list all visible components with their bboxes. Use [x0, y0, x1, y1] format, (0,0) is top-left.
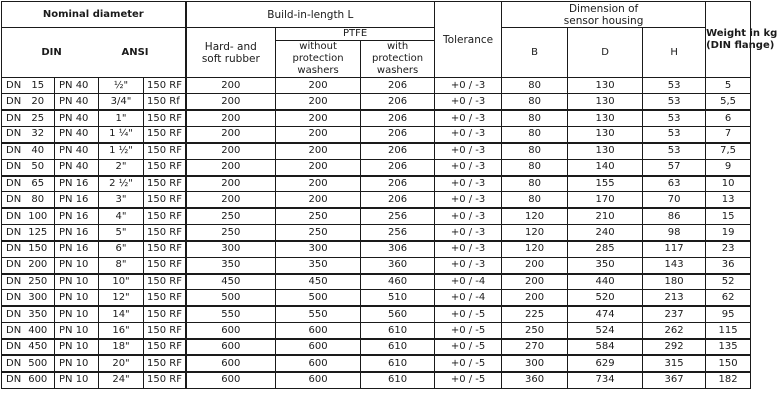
- d-cell: 130: [568, 94, 643, 110]
- size-cell: 450: [22, 339, 55, 355]
- pn-cell: PN 40: [55, 159, 99, 175]
- weight-cell: 52: [706, 274, 751, 290]
- pn-cell: PN 10: [55, 372, 99, 388]
- dn-cell: DN: [2, 241, 22, 257]
- h-cell: 213: [643, 290, 706, 306]
- h-cell: 117: [643, 241, 706, 257]
- h-cell: 53: [643, 143, 706, 159]
- rubber-length-cell: 250: [186, 208, 276, 224]
- dn-cell: DN: [2, 290, 22, 306]
- without-washers-cell: 350: [276, 257, 361, 273]
- h-cell: 53: [643, 110, 706, 126]
- dn-cell: DN: [2, 274, 22, 290]
- table-row: [2, 257, 751, 273]
- with-washers-cell: 206: [361, 94, 435, 110]
- b-cell: 250: [502, 323, 568, 339]
- with-washers-cell: 460: [361, 274, 435, 290]
- without-washers-header: [276, 41, 361, 78]
- tolerance-cell: +0 / -3: [435, 94, 502, 110]
- table-row: [2, 290, 751, 306]
- hard-soft-rubber-header: [186, 28, 276, 78]
- pn-cell: PN 16: [55, 208, 99, 224]
- without-washers-cell: 200: [276, 127, 361, 143]
- pn-cell: PN 16: [55, 192, 99, 208]
- dimension-label-line2: sensor housing: [563, 14, 644, 27]
- ansi-size-cell: 3": [99, 192, 144, 208]
- with-line1: with: [386, 41, 409, 52]
- rf-cell: 150 RF: [144, 323, 186, 339]
- rubber-length-cell: 250: [186, 225, 276, 241]
- size-cell: 150: [22, 241, 55, 257]
- size-cell: 40: [22, 143, 55, 159]
- rubber-length-cell: 300: [186, 241, 276, 257]
- weight-cell: 62: [706, 290, 751, 306]
- size-cell: 300: [22, 290, 55, 306]
- rf-cell: 150 RF: [144, 274, 186, 290]
- h-cell: 86: [643, 208, 706, 224]
- rf-cell: 150 RF: [144, 127, 186, 143]
- d-cell: 584: [568, 339, 643, 355]
- weight-cell: 182: [706, 372, 751, 388]
- h-cell: 98: [643, 225, 706, 241]
- rf-cell: 150 RF: [144, 241, 186, 257]
- size-cell: 80: [22, 192, 55, 208]
- dn-cell: DN: [2, 208, 22, 224]
- weight-cell: 150: [706, 355, 751, 371]
- pn-cell: PN 40: [55, 94, 99, 110]
- tolerance-cell: +0 / -3: [435, 159, 502, 175]
- d-cell: 130: [568, 143, 643, 159]
- b-cell: 120: [502, 225, 568, 241]
- dn-cell: DN: [2, 78, 22, 94]
- b-cell: 225: [502, 306, 568, 322]
- without-washers-cell: 250: [276, 208, 361, 224]
- table-row: [2, 355, 751, 371]
- dn-cell: DN: [2, 355, 22, 371]
- weight-cell: 13: [706, 192, 751, 208]
- rf-cell: 150 RF: [144, 290, 186, 306]
- with-washers-cell: 610: [361, 323, 435, 339]
- with-washers-cell: 206: [361, 159, 435, 175]
- rf-cell: 150 RF: [144, 78, 186, 94]
- ansi-size-cell: 1 ½": [99, 143, 144, 159]
- ansi-size-cell: 20": [99, 355, 144, 371]
- b-cell: 80: [502, 176, 568, 192]
- col-d-header: D: [568, 28, 643, 78]
- table-body: [2, 78, 751, 389]
- without-washers-cell: 600: [276, 372, 361, 388]
- d-cell: 240: [568, 225, 643, 241]
- pn-cell: PN 16: [55, 176, 99, 192]
- weight-cell: 23: [706, 241, 751, 257]
- ansi-size-cell: 2": [99, 159, 144, 175]
- d-cell: 440: [568, 274, 643, 290]
- without-line2: protection: [292, 53, 344, 64]
- without-washers-cell: 250: [276, 225, 361, 241]
- with-washers-cell: 360: [361, 257, 435, 273]
- weight-cell: 135: [706, 339, 751, 355]
- rubber-length-cell: 600: [186, 372, 276, 388]
- b-cell: 200: [502, 274, 568, 290]
- b-cell: 80: [502, 78, 568, 94]
- dn-cell: DN: [2, 94, 22, 110]
- with-washers-cell: 610: [361, 339, 435, 355]
- table-row: [2, 241, 751, 257]
- size-cell: 500: [22, 355, 55, 371]
- weight-cell: 6: [706, 110, 751, 126]
- d-cell: 210: [568, 208, 643, 224]
- pn-cell: PN 10: [55, 257, 99, 273]
- dn-cell: DN: [2, 176, 22, 192]
- tolerance-cell: +0 / -4: [435, 290, 502, 306]
- d-cell: 524: [568, 323, 643, 339]
- d-cell: 130: [568, 78, 643, 94]
- pn-cell: PN 10: [55, 355, 99, 371]
- table-row: [2, 94, 751, 110]
- without-line3: washers: [297, 65, 339, 76]
- ansi-size-cell: 12": [99, 290, 144, 306]
- rf-cell: 150 RF: [144, 110, 186, 126]
- rf-cell: 150 RF: [144, 208, 186, 224]
- h-cell: 292: [643, 339, 706, 355]
- table-row: [2, 78, 751, 94]
- without-washers-cell: 600: [276, 323, 361, 339]
- dn-cell: DN: [2, 372, 22, 388]
- table-row: [2, 110, 751, 126]
- d-cell: 155: [568, 176, 643, 192]
- weight-label-line2: (DIN flange): [706, 39, 775, 51]
- build-in-length-header: [186, 2, 435, 28]
- table-row: [2, 339, 751, 355]
- hard-soft-rubber-line2: soft rubber: [201, 52, 260, 65]
- rubber-length-cell: 200: [186, 78, 276, 94]
- pn-cell: PN 40: [55, 78, 99, 94]
- h-cell: 57: [643, 159, 706, 175]
- table-row: [2, 323, 751, 339]
- d-cell: 170: [568, 192, 643, 208]
- with-washers-cell: 510: [361, 290, 435, 306]
- tolerance-cell: +0 / -5: [435, 372, 502, 388]
- b-cell: 360: [502, 372, 568, 388]
- h-cell: 63: [643, 176, 706, 192]
- ansi-size-cell: 8": [99, 257, 144, 273]
- size-cell: 600: [22, 372, 55, 388]
- rubber-length-cell: 500: [186, 290, 276, 306]
- ansi-size-cell: 3/4": [99, 94, 144, 110]
- tolerance-cell: +0 / -3: [435, 110, 502, 126]
- without-washers-cell: 600: [276, 339, 361, 355]
- rubber-length-cell: 550: [186, 306, 276, 322]
- with-washers-header: [361, 41, 435, 78]
- d-cell: 285: [568, 241, 643, 257]
- dn-cell: DN: [2, 339, 22, 355]
- with-line2: protection: [372, 53, 424, 64]
- tolerance-cell: +0 / -4: [435, 274, 502, 290]
- rubber-length-cell: 350: [186, 257, 276, 273]
- d-cell: 474: [568, 306, 643, 322]
- d-cell: 734: [568, 372, 643, 388]
- h-cell: 53: [643, 78, 706, 94]
- b-cell: 120: [502, 208, 568, 224]
- rf-cell: 150 RF: [144, 192, 186, 208]
- size-cell: 15: [22, 78, 55, 94]
- dn-cell: DN: [2, 192, 22, 208]
- with-washers-cell: 560: [361, 306, 435, 322]
- tolerance-cell: +0 / -3: [435, 78, 502, 94]
- h-cell: 143: [643, 257, 706, 273]
- without-washers-cell: 500: [276, 290, 361, 306]
- with-line3: washers: [376, 65, 419, 76]
- with-washers-cell: 206: [361, 127, 435, 143]
- table-row: [2, 159, 751, 175]
- without-washers-cell: 200: [276, 192, 361, 208]
- ansi-size-cell: 10": [99, 274, 144, 290]
- pn-cell: PN 40: [55, 110, 99, 126]
- d-cell: 130: [568, 110, 643, 126]
- rubber-length-cell: 200: [186, 159, 276, 175]
- table-row: [2, 208, 751, 224]
- without-washers-cell: 200: [276, 159, 361, 175]
- ansi-size-cell: 1 ¼": [99, 127, 144, 143]
- pn-cell: PN 40: [55, 127, 99, 143]
- size-cell: 25: [22, 110, 55, 126]
- without-washers-cell: 200: [276, 94, 361, 110]
- tolerance-cell: +0 / -3: [435, 257, 502, 273]
- pn-cell: PN 10: [55, 323, 99, 339]
- size-cell: 20: [22, 94, 55, 110]
- build-in-length-label: Build-in-length L: [267, 8, 354, 21]
- ansi-size-cell: 24": [99, 372, 144, 388]
- b-cell: 80: [502, 94, 568, 110]
- with-washers-cell: 610: [361, 372, 435, 388]
- dimension-header: [502, 2, 706, 28]
- d-cell: 629: [568, 355, 643, 371]
- col-b-header: B: [502, 28, 568, 78]
- weight-cell: 7: [706, 127, 751, 143]
- tolerance-cell: +0 / -3: [435, 176, 502, 192]
- d-cell: 130: [568, 127, 643, 143]
- ansi-size-cell: 2 ½": [99, 176, 144, 192]
- size-cell: 250: [22, 274, 55, 290]
- tolerance-cell: +0 / -3: [435, 225, 502, 241]
- ansi-header: ANSI: [121, 46, 149, 58]
- h-cell: 180: [643, 274, 706, 290]
- weight-label-line1: Weight in kg: [706, 27, 777, 39]
- table-row: [2, 274, 751, 290]
- b-cell: 80: [502, 143, 568, 159]
- rf-cell: 150 Rf: [144, 94, 186, 110]
- size-cell: 65: [22, 176, 55, 192]
- weight-cell: 15: [706, 208, 751, 224]
- b-cell: 80: [502, 110, 568, 126]
- rf-cell: 150 RF: [144, 176, 186, 192]
- b-cell: 200: [502, 257, 568, 273]
- with-washers-cell: 206: [361, 110, 435, 126]
- tolerance-cell: +0 / -3: [435, 143, 502, 159]
- rf-cell: 150 RF: [144, 225, 186, 241]
- table-row: [2, 192, 751, 208]
- h-cell: 70: [643, 192, 706, 208]
- with-washers-cell: 206: [361, 143, 435, 159]
- rf-cell: 150 RF: [144, 159, 186, 175]
- d-cell: 140: [568, 159, 643, 175]
- din-header: DIN: [41, 46, 62, 58]
- b-cell: 80: [502, 127, 568, 143]
- table-row: [2, 176, 751, 192]
- without-washers-cell: 600: [276, 355, 361, 371]
- weight-cell: 5: [706, 78, 751, 94]
- b-cell: 270: [502, 339, 568, 355]
- weight-cell: 36: [706, 257, 751, 273]
- b-cell: 300: [502, 355, 568, 371]
- ansi-size-cell: 6": [99, 241, 144, 257]
- with-washers-cell: 206: [361, 176, 435, 192]
- dn-cell: DN: [2, 323, 22, 339]
- ansi-size-cell: 5": [99, 225, 144, 241]
- tolerance-cell: +0 / -3: [435, 241, 502, 257]
- rf-cell: 150 RF: [144, 143, 186, 159]
- specification-table: [1, 1, 777, 389]
- rubber-length-cell: 200: [186, 192, 276, 208]
- dimension-label-line1: Dimension of: [568, 2, 639, 15]
- rubber-length-cell: 600: [186, 355, 276, 371]
- tolerance-header: Tolerance: [435, 2, 502, 78]
- without-line1: without: [299, 41, 337, 52]
- pn-cell: PN 16: [55, 225, 99, 241]
- weight-header: [706, 2, 777, 78]
- nominal-diameter-header: Nominal diameter: [2, 2, 186, 28]
- rubber-length-cell: 200: [186, 127, 276, 143]
- size-cell: 125: [22, 225, 55, 241]
- dn-cell: DN: [2, 225, 22, 241]
- h-cell: 315: [643, 355, 706, 371]
- dn-cell: DN: [2, 127, 22, 143]
- hard-soft-rubber-line1: Hard- and: [204, 40, 257, 53]
- ptfe-header: PTFE: [276, 28, 435, 41]
- b-cell: 200: [502, 290, 568, 306]
- size-cell: 50: [22, 159, 55, 175]
- b-cell: 80: [502, 159, 568, 175]
- table-row: [2, 372, 751, 388]
- weight-cell: 7,5: [706, 143, 751, 159]
- pn-cell: PN 10: [55, 274, 99, 290]
- size-cell: 32: [22, 127, 55, 143]
- rubber-length-cell: 200: [186, 176, 276, 192]
- without-washers-cell: 200: [276, 143, 361, 159]
- din-ansi-header: [2, 28, 186, 78]
- with-washers-cell: 610: [361, 355, 435, 371]
- dn-cell: DN: [2, 143, 22, 159]
- weight-cell: 115: [706, 323, 751, 339]
- rubber-length-cell: 200: [186, 110, 276, 126]
- pn-cell: PN 10: [55, 290, 99, 306]
- weight-cell: 95: [706, 306, 751, 322]
- rubber-length-cell: 600: [186, 339, 276, 355]
- pn-cell: PN 40: [55, 143, 99, 159]
- rf-cell: 150 RF: [144, 306, 186, 322]
- with-washers-cell: 206: [361, 78, 435, 94]
- d-cell: 520: [568, 290, 643, 306]
- rubber-length-cell: 600: [186, 323, 276, 339]
- size-cell: 200: [22, 257, 55, 273]
- tolerance-cell: +0 / -3: [435, 192, 502, 208]
- table-row: [2, 225, 751, 241]
- tolerance-cell: +0 / -3: [435, 127, 502, 143]
- weight-cell: 9: [706, 159, 751, 175]
- without-washers-cell: 200: [276, 176, 361, 192]
- dn-cell: DN: [2, 257, 22, 273]
- with-washers-cell: 256: [361, 225, 435, 241]
- tolerance-cell: +0 / -3: [435, 208, 502, 224]
- tolerance-cell: +0 / -5: [435, 339, 502, 355]
- d-cell: 350: [568, 257, 643, 273]
- h-cell: 262: [643, 323, 706, 339]
- b-cell: 120: [502, 241, 568, 257]
- without-washers-cell: 300: [276, 241, 361, 257]
- tolerance-cell: +0 / -5: [435, 355, 502, 371]
- dn-cell: DN: [2, 306, 22, 322]
- ansi-size-cell: 4": [99, 208, 144, 224]
- rf-cell: 150 RF: [144, 339, 186, 355]
- tolerance-cell: +0 / -5: [435, 306, 502, 322]
- weight-cell: 5,5: [706, 94, 751, 110]
- h-cell: 367: [643, 372, 706, 388]
- ansi-size-cell: ½": [99, 78, 144, 94]
- h-cell: 237: [643, 306, 706, 322]
- without-washers-cell: 450: [276, 274, 361, 290]
- rf-cell: 150 RF: [144, 355, 186, 371]
- size-cell: 400: [22, 323, 55, 339]
- size-cell: 100: [22, 208, 55, 224]
- rubber-length-cell: 450: [186, 274, 276, 290]
- b-cell: 80: [502, 192, 568, 208]
- with-washers-cell: 256: [361, 208, 435, 224]
- without-washers-cell: 550: [276, 306, 361, 322]
- table-row: [2, 127, 751, 143]
- h-cell: 53: [643, 127, 706, 143]
- h-cell: 53: [643, 94, 706, 110]
- dn-cell: DN: [2, 110, 22, 126]
- pn-cell: PN 10: [55, 306, 99, 322]
- with-washers-cell: 206: [361, 192, 435, 208]
- ansi-size-cell: 16": [99, 323, 144, 339]
- dn-cell: DN: [2, 159, 22, 175]
- without-washers-cell: 200: [276, 110, 361, 126]
- rubber-length-cell: 200: [186, 94, 276, 110]
- pn-cell: PN 16: [55, 241, 99, 257]
- tolerance-cell: +0 / -5: [435, 323, 502, 339]
- rf-cell: 150 RF: [144, 372, 186, 388]
- ansi-size-cell: 14": [99, 306, 144, 322]
- rf-cell: 150 RF: [144, 257, 186, 273]
- ansi-size-cell: 1": [99, 110, 144, 126]
- rubber-length-cell: 200: [186, 143, 276, 159]
- pn-cell: PN 10: [55, 339, 99, 355]
- without-washers-cell: 200: [276, 78, 361, 94]
- ansi-size-cell: 18": [99, 339, 144, 355]
- table-row: [2, 306, 751, 322]
- table-row: [2, 143, 751, 159]
- weight-cell: 10: [706, 176, 751, 192]
- weight-cell: 19: [706, 225, 751, 241]
- col-h-header: H: [643, 28, 706, 78]
- size-cell: 350: [22, 306, 55, 322]
- with-washers-cell: 306: [361, 241, 435, 257]
